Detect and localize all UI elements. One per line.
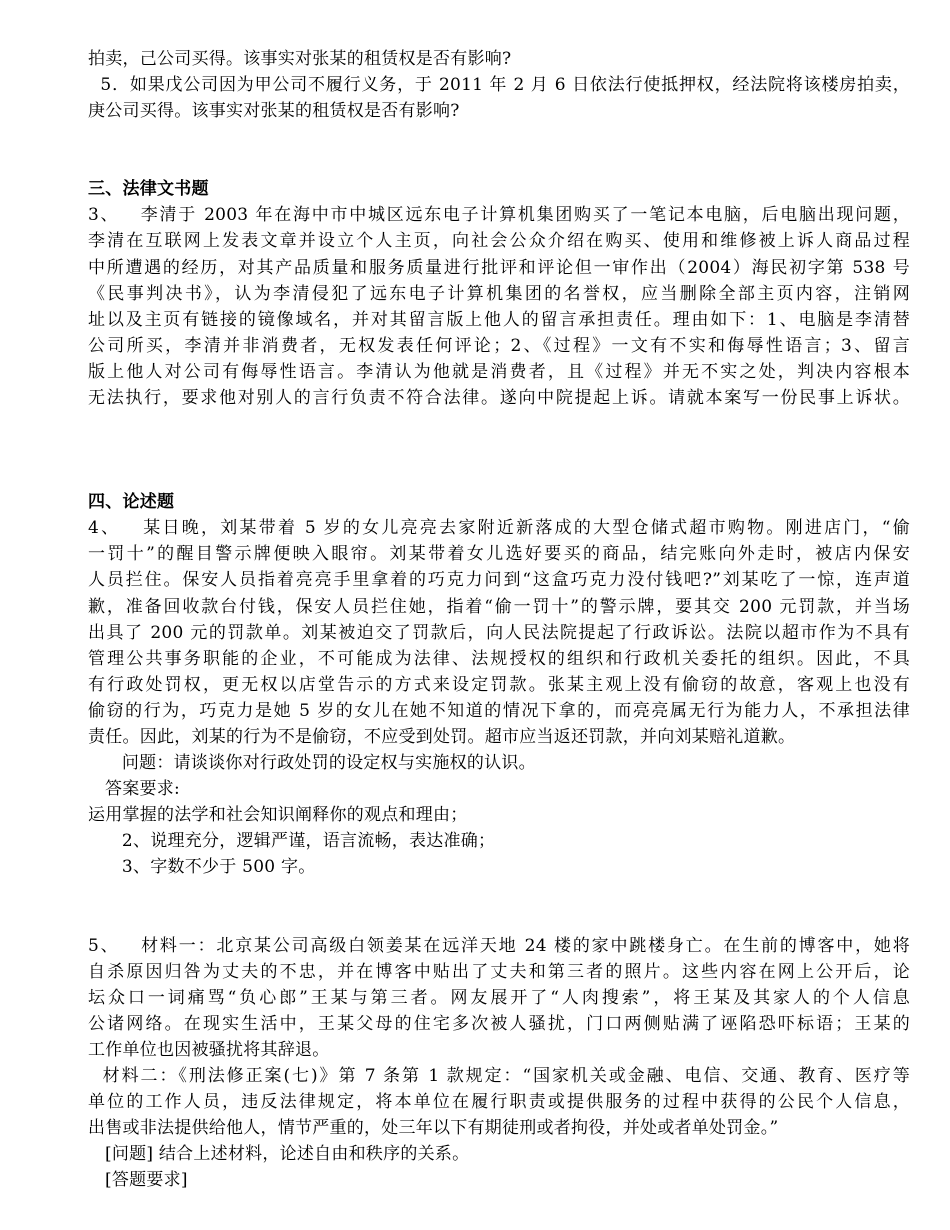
paragraph-line: 出售或非法提供给他人，情节严重的，处三年以下有期徒刑或者拘役，并处或者单处罚金。” [88,1118,779,1139]
paragraph-line: 版上他人对公司有侮辱性语言。李清认为他就是消费者，且《过程》并无不实之处，判决内容根本 [88,361,910,382]
answer-requirements-title: 答案要求: [88,779,180,800]
question-line: [问题] 结合上述材料，论述自由和秩序的关系。 [88,1144,470,1165]
paragraph-line: 工作单位也因被骚扰将其辞退。 [88,1039,330,1060]
answer-requirements-title: [答题要求] [88,1170,188,1191]
document-body [88,46,910,1193]
paragraph-line: 3、 李清于 2003 年在海中市中城区远东电子计算机集团购买了一笔记本电脑，后电脑出现问题， [88,205,910,226]
question-4-5-line: 5．如果戊公司因为甲公司不履行义务，于 2011 年 2 月 6 日依法行使抵押权，经法院将该楼房拍卖， [88,75,910,96]
paragraph-line: 《民事判决书》，认为李清侵犯了远东电子计算机集团的名誉权，应当删除全部主页内容，注销网 [88,283,910,304]
text-line: 拍卖，己公司买得。该事实对张某的租赁权是否有影响? [88,49,512,69]
section-heading-legal-document: 三、法律文书题 [88,179,209,200]
paragraph-line: 公司所买，李清并非消费者，无权发表任何评论；2、《过程》一文有不实和侮辱性语言；3、留言 [88,335,910,356]
paragraph-line: 出具了 200 元的罚款单。刘某被迫交了罚款后，向人民法院提起了行政诉讼。法院以超市作为不具有 [88,622,910,643]
paragraph-line: 一罚十”的醒目警示牌便映入眼帘。刘某带着女儿选好要买的商品，结完账向外走时，被店内保安 [88,544,910,565]
requirement-item: 3、字数不少于 500 字。 [88,857,316,878]
requirement-item: 运用掌握的法学和社会知识阐释你的观点和理由； [88,805,468,826]
requirement-item: 2、说理充分，逻辑严谨，语言流畅，表达准确； [88,831,496,852]
section-heading-essay: 四、论述题 [88,492,175,513]
paragraph-line: 公诸网络。在现实生活中，王某父母的住宅多次被人骚扰，门口两侧贴满了诬陷恐吓标语；王某的 [88,1013,910,1034]
paragraph-line: 李清在互联网上发表文章并设立个人主页，向社会公众介绍在购买、使用和维修被上诉人商品过程 [88,231,910,252]
paragraph-line: 4、 某日晚，刘某带着 5 岁的女儿亮亮去家附近新落成的大型仓储式超市购物。刚进店门，“偷 [88,518,910,539]
paragraph-line: 单位的工作人员，违反法律规定，将本单位在履行职责或提供服务的过程中获得的公民个人信息， [88,1092,910,1113]
paragraph-line: 址以及主页有链接的镜像域名，并对其留言版上他人的留言承担责任。理由如下：1、电脑是李清替 [88,309,910,330]
paragraph-line: 偷窃的行为，巧克力是她 5 岁的女儿在她不知道的情况下拿的，而亮亮属无行为能力人，不承担法律 [88,700,910,721]
paragraph-line: 坛众口一词痛骂“负心郎”王某与第三者。网友展开了“人肉搜索”，将王某及其家人的个人信息 [88,987,910,1008]
paragraph-line: 无法执行，要求他对别人的言行负责不符合法律。遂向中院提起上诉。请就本案写一份民事上诉状。 [88,388,910,409]
paragraph-line: 中所遭遇的经历，对其产品质量和服务质量进行批评和评论但一审作出（2004）海民初字第 538 号 [88,257,910,278]
paragraph-line: 人员拦住。保安人员指着亮亮手里拿着的巧克力问到“这盒巧克力没付钱吧?”刘某吃了一惊，连声道 [88,570,910,591]
paragraph-line: 歉，准备回收款台付钱，保安人员拦住她，指着“偷一罚十”的警示牌，要其交 200 元罚款，并当场 [88,596,910,617]
paragraph-line: 5、 材料一：北京某公司高级白领姜某在远洋天地 24 楼的家中跳楼身亡。在生前的博客中，她将 [88,935,910,956]
question-line: 问题：请谈谈你对行政处罚的设定权与实施权的认识。 [88,753,536,774]
text-line: 庚公司买得。该事实对张某的租赁权是否有影响? [88,101,460,122]
paragraph-line: 材料二：《刑法修正案(七)》第 7 条第 1 款规定：“国家机关或金融、电信、交通、教育、医疗等 [88,1066,910,1086]
paragraph-line: 管理公共事务职能的企业，不可能成为法律、法规授权的组织和行政机关委托的组织。因此，不具 [88,648,910,669]
paragraph-line: 有行政处罚权，更无权以店堂告示的方式来设定罚款。张某主观上没有偷窃的故意，客观上也没有 [88,674,910,695]
paragraph-line: 责任。因此，刘某的行为不是偷窃，不应受到处罚。超市应当返还罚款，并向刘某赔礼道歉。 [88,726,796,747]
paragraph-line: 自杀原因归咎为丈夫的不忠，并在博客中贴出了丈夫和第三者的照片。这些内容在网上公开后，论 [88,961,910,982]
